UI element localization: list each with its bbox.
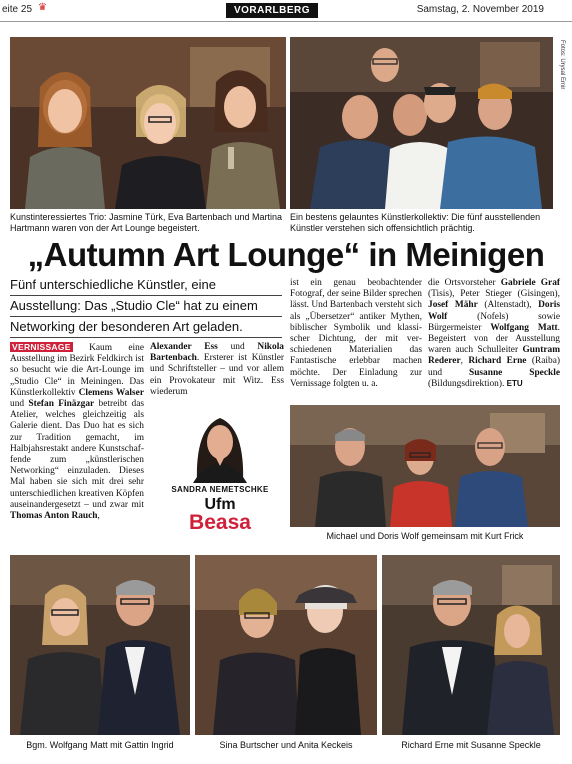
crown-icon: ♛ [38, 2, 47, 13]
page-number: eite 25 [2, 4, 33, 15]
person-name: Stefan Finäzgar [28, 399, 95, 410]
divider [10, 316, 282, 317]
column-title-top: Ufm [204, 496, 236, 513]
person-name: Nikola Bartenbach [150, 342, 284, 364]
photo-erne-speckle [382, 555, 560, 735]
caption-photo-matt: Bgm. Wolfgang Matt mit Gattin Ingrid [26, 740, 174, 750]
person-name: Guntram Rederer [428, 345, 560, 367]
columnist-box [155, 408, 285, 538]
text: (Bildungsdirektion). [428, 378, 507, 389]
caption-photo-wolf-frick: Michael und Doris Wolf gemeinsam mit Kurt Frick [326, 531, 524, 541]
person-name: Wolfgang Matt [490, 322, 558, 333]
person-name: Alexander Ess [150, 342, 218, 352]
text: , [97, 511, 100, 522]
person-name: Clemens Walser [78, 387, 144, 398]
divider [10, 337, 282, 338]
photo-burtscher-keckeis [195, 555, 377, 735]
text: betreibt das Atelier, welches gleichzeitig als Galerie dient. Das Duo hat es sich zur Tradition gemacht, im Halbjahsrestakt andere Kunstschaffende zum „künstlerischen Networking“ einzuladen. Dieses Mal haben sie sich mit drei sehr unterschiedlichen kreativen Köpfen auseinandergesetzt – und zwar mit [10, 399, 145, 510]
kicker-badge: VERNISSAGE [12, 342, 71, 352]
person-name: Susanne Speckle [468, 367, 560, 378]
photo-matt [10, 555, 190, 735]
person-name: Richard Erne [468, 356, 527, 367]
columnist-name: SANDRA NEMETSCHKE [171, 485, 269, 494]
text: die Ortsvorsteher [428, 278, 501, 288]
region-label: VORARLBERG [226, 3, 318, 18]
subheadline-line-2: Ausstellung: Das „Studio Cle“ hat zu einem [10, 298, 258, 313]
person-name: Josef Mähr [428, 300, 478, 311]
text: (Nofels) sowie Bürgermeister [428, 311, 560, 333]
photo-trio [10, 37, 286, 209]
article-headline: „Autumn Art Lounge“ in Meinigen [27, 236, 545, 273]
subheadline-line-3: Networking der besonderen Art geladen. [10, 319, 243, 334]
photo-credit: Fotos: Urysal Emir [559, 40, 565, 90]
issue-date: Samstag, 2. November 2019 [416, 4, 544, 15]
text: und [10, 399, 29, 410]
article-column-1 [10, 342, 144, 522]
person-name: Gabriele Graf [500, 278, 561, 288]
column-title-bottom: Beasa [189, 511, 251, 534]
subheadline-line-1: Fünf unterschiedliche Künstler, eine [10, 277, 216, 292]
text: . Ersterer ist Künstler und Schriftsteller – und vor allem ein Provokateur mit Witz. Ess wiederum [150, 353, 284, 397]
article-column-4 [428, 278, 560, 390]
text: ist ein genau beobachtender Fotograf, der seine Bilder sprechen lässt. Und Bartenbach versteht sich als „Übersetzer“ antiker Mythen, biblischer Symbolik und klassischer Dichtung, der mit verschiedenen Materialien das Fantastische erlebbar machen möchte. Der Einladung zur Vernissage folgten u. a. [290, 278, 422, 389]
author-signature: ETU [506, 378, 523, 388]
text: , [460, 356, 469, 367]
article-column-3 [290, 278, 422, 390]
text: (Tisis), Peter Stieger (Gisingen), [428, 289, 560, 300]
caption-photo-erne-speckle: Richard Erne mit Susanne Speckle [401, 740, 541, 750]
person-name: Doris Wolf [428, 300, 560, 322]
page-header [0, 0, 572, 22]
text: (Altenstadt), [477, 300, 539, 311]
text: (Raiba) und [428, 356, 560, 378]
caption-photo-artists: Ein bestens gelauntes Künstlerkollektiv: Die fünf ausstellenden Künstler verstehen sich offensichtlich prächtig. [290, 212, 541, 233]
text: Kaum eine Ausstellung im Bezirk Feldkirch ist so besucht wie die Art-Lounge im „Studio Cle“ in Meiningen. Das Künstlerkollektiv [10, 343, 144, 398]
columnist-portrait [185, 408, 255, 483]
text: und [217, 342, 258, 352]
text: . Begeistert von der Ausstellung waren auch Schulleiter [428, 322, 560, 356]
divider [10, 295, 282, 296]
photo-artists [290, 37, 553, 209]
caption-photo-burtscher-keckeis: Sina Burtscher und Anita Keckeis [219, 740, 353, 750]
photo-wolf-frick [290, 405, 560, 527]
article-column-2 [150, 342, 284, 398]
caption-photo-trio: Kunstinteressiertes Trio: Jasmine Türk, Eva Bartenbach und Martina Hartmann waren von der Art Lounge begeistert. [10, 212, 282, 233]
person-name: Thomas Anton Rauch [10, 511, 98, 522]
